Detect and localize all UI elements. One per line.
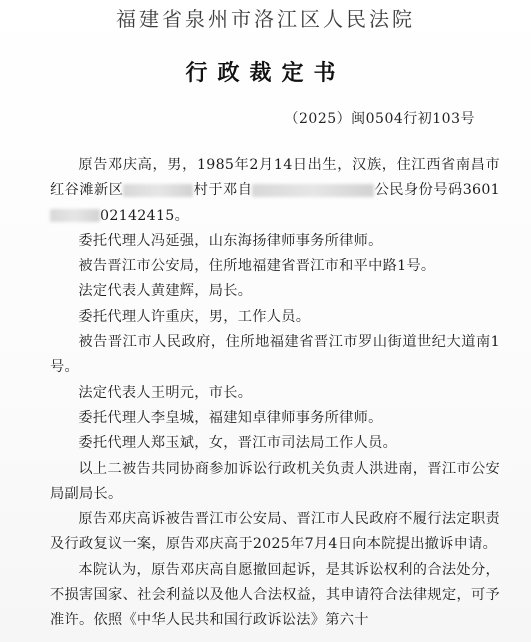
paragraph-defendant-1-agent: 委托代理人许重庆，男，工作人员。: [78, 308, 311, 325]
case-number: （2025）闽0504行初103号: [284, 111, 475, 127]
redacted-id-number: [50, 209, 100, 222]
plaintiff-text-4: 02142415。: [100, 207, 190, 224]
court-name: 福建省泉州市洛江区人民法院: [116, 7, 415, 31]
plaintiff-text-3: 公民身份号码3601: [374, 182, 501, 199]
paragraph-defendant-2-legal-rep: 法定代表人王明元，市长。: [78, 384, 253, 401]
paragraph-defendant-1-legal-rep: 法定代表人黄建辉，局长。: [78, 283, 253, 300]
paragraph-case-summary: 原告邓庆高诉被告晋江市公安局、晋江市人民政府不履行法定职责及行政复议一案，原告邓庆高于2025年7月4日向本院提出撤诉申请。: [50, 511, 500, 553]
plaintiff-text-2: 村于邓自: [193, 182, 253, 199]
paragraph-plaintiff-agent: 委托代理人冯延强，山东海扬律师事务所律师。: [78, 232, 383, 249]
document-title: 行政裁定书: [185, 60, 346, 86]
paragraph-defendant-1: 被告晋江市公安局，住所地福建省晋江市和平中路1号。: [78, 258, 436, 275]
document-body: [50, 153, 500, 634]
paragraph-court-opinion: 本院认为，原告邓庆高自愿撤回起诉，是其诉讼权利的合法处分，不损害国家、社会利益以及他人合法权益，其申请符合法律规定，可予准许。依照《中华人民共和国行政诉讼法》第六十: [50, 561, 500, 629]
paragraph-defendant-2: 被告晋江市人民政府，住所地福建省晋江市罗山街道世纪大道南1号。: [50, 334, 500, 376]
paragraph-defendant-2-agent-2: 委托代理人郑玉斌，女，晋江市司法局工作人员。: [78, 435, 398, 452]
redacted-address-1: [123, 184, 193, 197]
redacted-address-2: [252, 184, 374, 197]
paragraph-defendant-2-agent-1: 委托代理人李皇城，福建知卓律师事务所律师。: [78, 409, 383, 426]
paragraph-responsible-official: 以上二被告共同协商参加诉讼行政机关负责人洪进南，晋江市公安局副局长。: [50, 460, 500, 502]
plaintiff-text-1: 原告邓庆高，男，1985年2月14日出生，汉族，住江西省南昌市红谷滩新区: [50, 157, 500, 199]
paragraph-plaintiff: [50, 153, 500, 229]
